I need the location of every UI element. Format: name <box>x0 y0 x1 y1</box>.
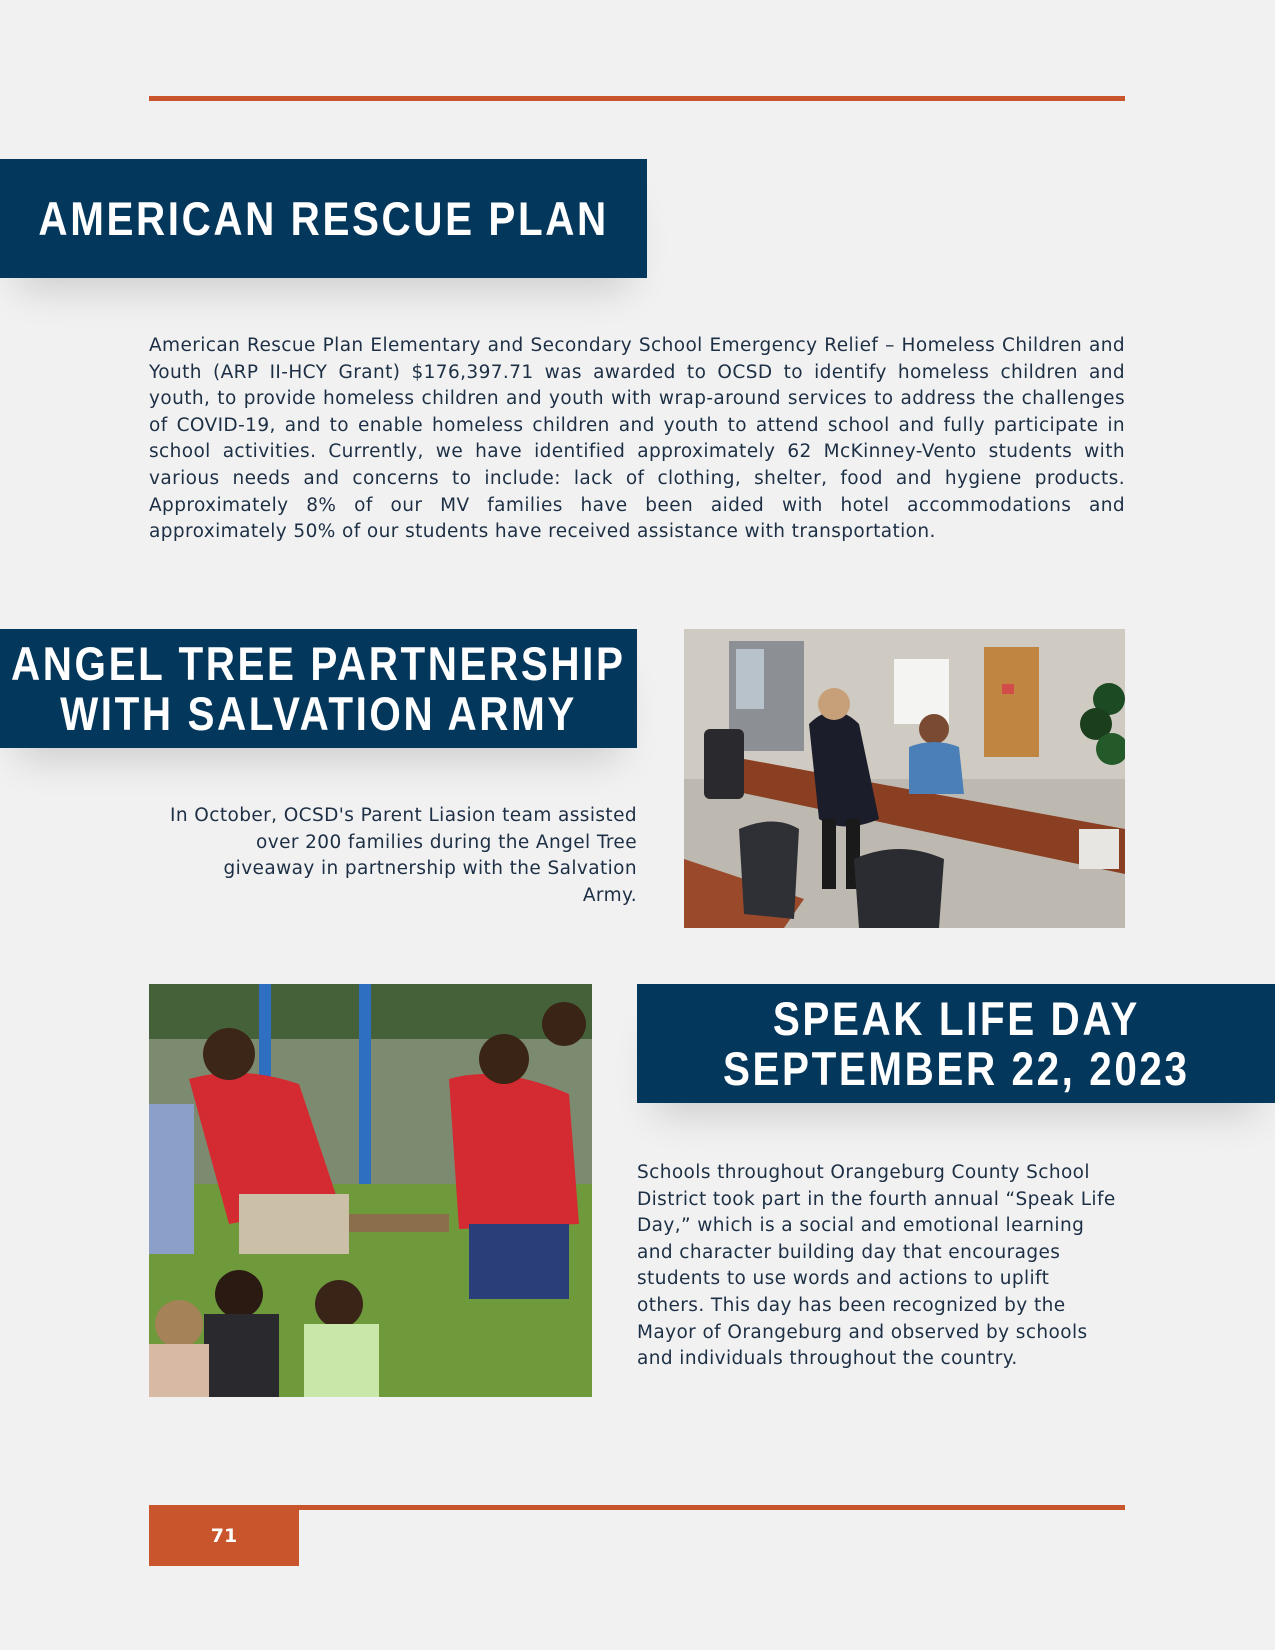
angel-tree-banner <box>0 629 637 748</box>
speak-life-body: Schools throughout Orangeburg County School District took part in the fourth annual “Speak Life Day,” which is a social and emotional learning and character building day that encourages students to use words and actions to uplift others. This day has been recognized by the Mayor of Orangeburg and observed by schools and individuals throughout the country. <box>637 1162 1116 1370</box>
speak-life-title-line2: SEPTEMBER 22, 2023 <box>722 1041 1190 1095</box>
page-number-label: 71 <box>210 1524 238 1547</box>
arp-title: AMERICAN RESCUE PLAN <box>38 191 609 245</box>
angel-tree-title-line1: ANGEL TREE PARTNERSHIP <box>11 637 626 691</box>
speak-life-banner <box>637 984 1275 1103</box>
angel-tree-title-line2: WITH SALVATION ARMY <box>60 686 577 740</box>
speak-life-photo <box>149 984 592 1397</box>
page-number <box>149 1505 299 1566</box>
arp-banner <box>0 159 647 278</box>
arp-body: American Rescue Plan Elementary and Secondary School Emergency Relief – Homeless Children and Youth (ARP II-HCY Grant) $176,397.71 was awarded to OCSD to identify homeless children and youth, to provide homeless children and youth with wrap-around services to address the challenges of COVID-19, and to enable homeless children and youth to attend school and fully participate in school activities. Currently, we have identified approximately 62 McKinney-Vento students with various needs and concerns to include: lack of clothing, shelter, food and hygiene products. Approximately 8% of our MV families have been aided with hotel accommodations and approximately 50% of our students have received assistance with transportation. <box>149 335 1125 543</box>
angel-tree-body: In October, OCSD's Parent Liasion team assisted over 200 families during the Angel Tree giveaway in partnership with the Salvation Army. <box>170 805 637 906</box>
top-rule <box>149 96 1125 101</box>
speak-life-title-line1: SPEAK LIFE DAY <box>772 992 1140 1046</box>
meeting-photo <box>684 629 1125 928</box>
